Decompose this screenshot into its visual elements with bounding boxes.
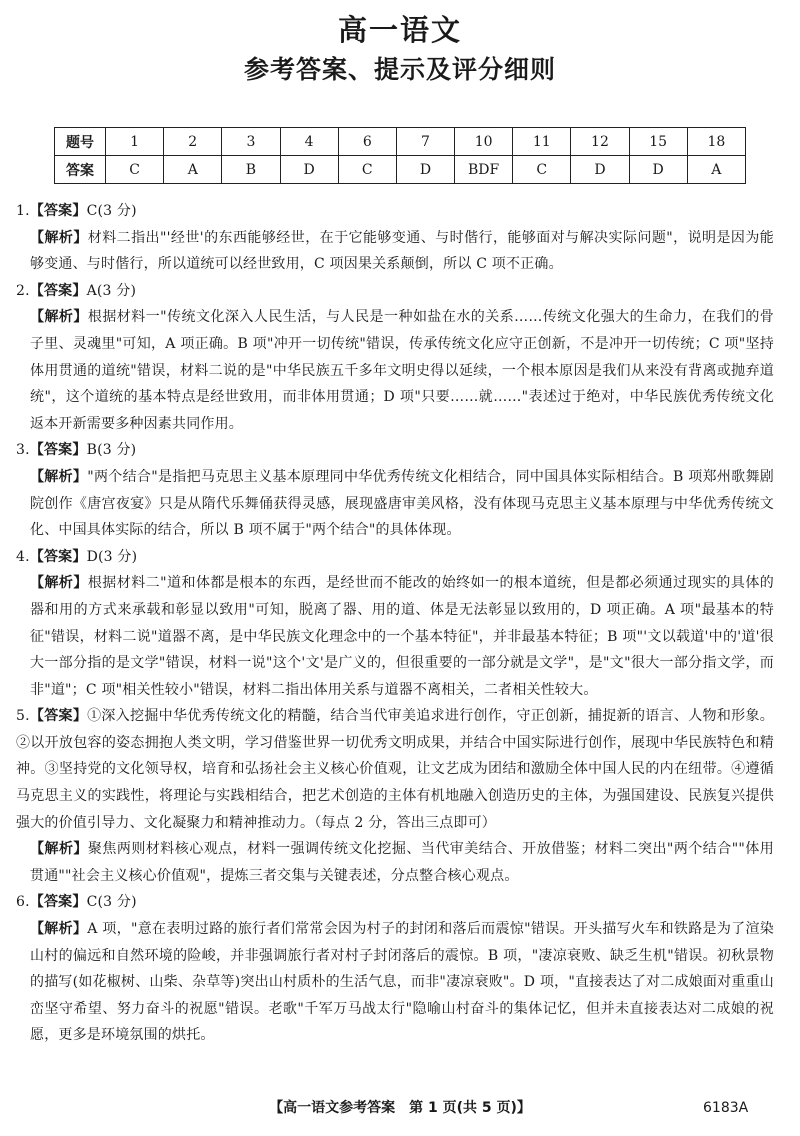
explanation-tag: 【解析】 — [30, 468, 88, 485]
answer-tag: 【答案】 — [29, 548, 87, 565]
question-5-answer — [14, 703, 774, 836]
question-number: 1. — [16, 203, 30, 219]
answer-header: 答案 — [55, 156, 106, 184]
explanation-tag: 【解析】 — [30, 841, 88, 858]
document-title: 高一语文 — [337, 13, 462, 47]
explanation-text: "两个结合"是指把马克思主义基本原理同中华优秀传统文化相结合，同中国具体实际相结合。B 项郑州歌舞剧院创作《唐宫夜宴》只是从隋代乐舞俑获得灵感，展现盛唐审美风格，没有体现马克思主义基本原理与中华优秀传统文化、中国具体实际的结合，所以 B 项不属于"两个结合"的具体体现。 — [30, 468, 774, 539]
answer-tag: 【答案】 — [29, 282, 87, 299]
answer-text: A(3 分) — [86, 282, 137, 299]
question-1-answer — [14, 198, 774, 225]
question-2-explanation — [14, 304, 774, 437]
explanation-tag: 【解析】 — [30, 229, 88, 246]
question-number-cell: 3 — [222, 128, 280, 156]
answer-cell: D — [571, 156, 629, 184]
question-number-cell: 7 — [396, 128, 454, 156]
answer-tag: 【答案】 — [29, 442, 87, 459]
question-6-explanation — [14, 916, 774, 1049]
footer-code: 6183A — [703, 1100, 749, 1116]
answer-cell: A — [687, 156, 745, 184]
question-number-row — [55, 128, 746, 156]
question-number-cell: 12 — [571, 128, 629, 156]
explanation-text: 根据材料一"传统文化深入人民生活，与人民是一种如盐在水的关系……传统文化强大的生命力，在我们的骨子里、灵魂里"可知，A 项正确。B 项"冲开一切传统"错误，传承传统文化应守正创新，不是冲开一切传统；C 项"坚持体用贯通的道统"错误，材料二说的是"中华民族五千多年文明史得以延续，一个根本原因是我们从来没有背离或抛弃道统"，这个道统的基本特点是经世致用，而非体用贯通；D 项"只要……就……"表述过于绝对，中华民族优秀传统文化返本开新需要多种因素共同作用。 — [30, 309, 774, 432]
question-number-cell: 2 — [164, 128, 222, 156]
question-number-cell: 1 — [106, 128, 164, 156]
question-number: 3. — [16, 442, 30, 459]
question-number: 2. — [16, 282, 30, 299]
question-number-cell: 6 — [338, 128, 396, 156]
explanation-text: 材料二指出"'经世'的东西能够经世，在于它能够变通、与时偕行，能够面对与解决实际问题"，说明是因为能够变通、与时偕行，所以道统可以经世致用，C 项因果关系颠倒，所以 C 项不正确。 — [30, 229, 774, 273]
question-4-answer — [14, 544, 774, 571]
question-number-cell: 10 — [455, 128, 513, 156]
explanation-text: A 项，"意在表明过路的旅行者们常常会因为村子的封闭和落后而震惊"错误。开头描写火车和铁路是为了渲染山村的偏远和自然环境的险峻，并非强调旅行者对村子封闭落后的震惊。B 项，"凄凉衰败、缺乏生机"错误。初秋景物的描写(如花椒树、山柴、杂草等)突出山村质朴的生活气息，而非"凄凉衰败"。D 项，"直接表达了对二成娘面对重重山峦坚守希望、努力奋斗的祝愿"错误。老歌"千军万马战太行"隐喻山村奋斗的集体记忆，但并未直接表达对二成娘的祝愿，更多是环境氛围的烘托。 — [30, 921, 774, 1044]
question-number-cell: 15 — [629, 128, 687, 156]
question-number-cell: 18 — [687, 128, 745, 156]
question-6-answer — [14, 889, 774, 916]
question-4-explanation — [14, 570, 774, 703]
answer-row — [55, 156, 746, 184]
question-5-explanation — [14, 836, 774, 889]
answer-text: ①深入挖掘中华优秀传统文化的精髓，结合当代审美追求进行创作，守正创新，捕捉新的语言、人物和形象。②以开放包容的姿态拥抱人类文明，学习借鉴世界一切优秀文明成果，并结合中国实际进行创作，展现中华民族特色和精神。③坚持党的文化领导权，培育和弘扬社会主义核心价值观，让文艺成为团结和激励全体中国人民的内在纽带。④遵循马克思主义的实践性，将理论与实践相结合，把艺术创造的主体有机地融入创造历史的主体，为强国建设、民族复兴提供强大的价值引导力、文化凝聚力和精神推动力。（每点 2 分，答出三点即可） — [16, 708, 774, 831]
question-number-header: 题号 — [55, 128, 106, 156]
explanation-text: 根据材料二"道和体都是根本的东西，是经世而不能改的始终如一的根本道统，但是都必须通过现实的具体的器和用的方式来承载和彰显以致用"可知，脱离了器、用的道、体是无法彰显以致用的，D 项正确。A 项"最基本的特征"错误，材料二说"道器不离，是中华民族文化理念中的一个基本特征"，并非最基本特征；B 项"'文以载道'中的'道'很大一部分指的是文学"错误，材料一说"这个'文'是广义的，但很重要的一部分就是文学"，是"文"很大一部分指文学，而非"道"；C 项"相关性较小"错误，材料二指出体用关系与道器不离相关，二者相关性较大。 — [30, 575, 774, 698]
answer-cell: BDF — [455, 156, 513, 184]
answer-cell: D — [280, 156, 338, 184]
explanation-tag: 【解析】 — [30, 575, 88, 592]
answer-explanations — [14, 198, 774, 1049]
question-number: 6. — [16, 894, 30, 911]
question-number: 4. — [16, 548, 30, 565]
document-subtitle: 参考答案、提示及评分细则 — [243, 55, 556, 84]
question-number-cell: 11 — [513, 128, 571, 156]
answer-cell: D — [396, 156, 454, 184]
explanation-text: 聚焦两则材料核心观点，材料一强调传统文化挖掘、当代审美结合、开放借鉴；材料二突出"两个结合""体用贯通""社会主义核心价值观"，提炼三者交集与关键表述，分点整合核心观点。 — [30, 841, 774, 884]
answer-text: D(3 分) — [86, 548, 138, 565]
question-number: 5. — [16, 708, 30, 725]
answer-tag: 【答案】 — [29, 203, 87, 219]
answer-table — [54, 127, 746, 184]
question-3-explanation — [14, 464, 774, 544]
question-2-answer — [14, 278, 774, 305]
answer-text: C(3 分) — [86, 894, 137, 911]
explanation-tag: 【解析】 — [30, 309, 88, 326]
answer-text: C(3 分) — [86, 203, 137, 219]
footer-page-info: 【高一语文参考答案 第 1 页(共 5 页)】 — [269, 1100, 531, 1116]
answer-cell: A — [164, 156, 222, 184]
answer-cell: C — [513, 156, 571, 184]
answer-cell: C — [338, 156, 396, 184]
answer-cell: B — [222, 156, 280, 184]
answer-text: B(3 分) — [86, 442, 137, 459]
explanation-tag: 【解析】 — [30, 921, 88, 938]
question-number-cell: 4 — [280, 128, 338, 156]
answer-tag: 【答案】 — [29, 708, 88, 725]
answer-tag: 【答案】 — [29, 894, 87, 911]
question-3-answer — [14, 437, 774, 464]
question-1-explanation — [14, 225, 774, 278]
answer-cell: C — [106, 156, 164, 184]
answer-cell: D — [629, 156, 687, 184]
